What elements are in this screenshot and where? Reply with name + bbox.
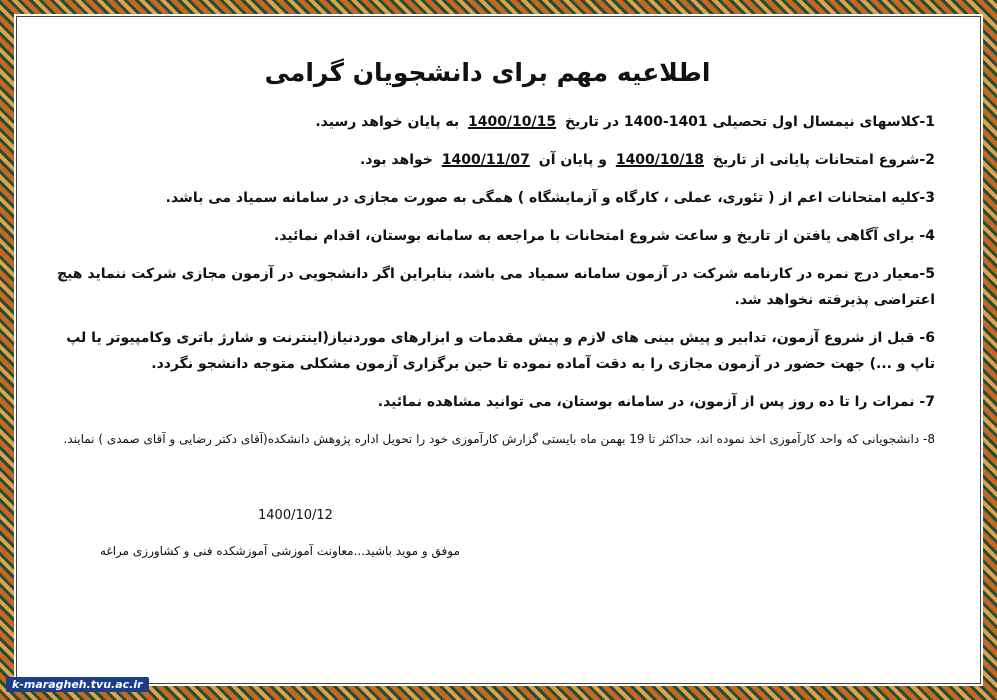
item-2-start-date: 1400/10/18 xyxy=(615,152,704,168)
notice-signature: موفق و موید باشید...معاونت آموزشی آموزشکده فنی و کشاورزی مراغه xyxy=(100,544,460,558)
site-watermark: k-maragheh.tvu.ac.ir xyxy=(6,677,149,692)
notice-item-5: 5-معیار درج نمره در کارنامه شرکت در آزمون سامانه سمیاد می باشد، بنابراین اگر دانشجویی در آزمون مجازی شرکت ننماید هیچ اعتراضی پذیرفته نخواهد شد. xyxy=(56,266,935,308)
item-1-text-after: به پایان خواهد رسید. xyxy=(315,114,460,130)
notice-body xyxy=(40,40,935,463)
notice-title: اطلاعیه مهم برای دانشجویان گرامی xyxy=(264,58,711,87)
item-2-text-after: خواهد بود. xyxy=(359,152,433,168)
item-1-text-before: 1-کلاسهای نیمسال اول تحصیلی 1401-1400 در تاریخ xyxy=(565,114,935,130)
notice-item-4: 4- برای آگاهی یافتن از تاریخ و ساعت شروع امتحانات با مراجعه به سامانه بوستان، اقدام نمائید. xyxy=(274,228,935,244)
notice-item-1 xyxy=(40,109,935,135)
item-2-text-before: 2-شروع امتحانات پایانی از تاریخ xyxy=(712,152,935,168)
item-1-date: 1400/10/15 xyxy=(467,114,557,130)
item-2-end-date: 1400/11/07 xyxy=(441,152,530,168)
notice-item-8: 8- دانشجویانی که واحد کارآموزی اخذ نموده اند، حداکثر تا 19 بهمن ماه بایستی گزارش کارآموزی خود را تحویل اداره پژوهش دانشکده(آقای دکتر رضایی و آقای صمدی ) نمایند. xyxy=(63,432,935,446)
item-2-text-mid: و پایان آن xyxy=(538,152,607,168)
notice-item-2 xyxy=(40,147,935,173)
notice-item-6: 6- قبل از شروع آزمون، تدابیر و پیش بینی های لازم و پیش مقدمات و ابزارهای موردنیاز(اینترنت و شارژ باتری وکامپیوتر یا لپ تاپ و ...) جهت حضور در آزمون مجازی را به دقت آماده نموده تا حین برگزاری آزمون مشکلی متوجه دانشجو نگردد. xyxy=(66,330,935,372)
notice-item-7: 7- نمرات را تا ده روز پس از آزمون، در سامانه بوستان، می توانید مشاهده نمائید. xyxy=(377,394,935,410)
notice-item-3: 3-کلیه امتحانات اعم از ( تئوری، عملی ، کارگاه و آزمایشگاه ) همگی به صورت مجازی در سامانه سمیاد می باشد. xyxy=(165,190,935,206)
notice-date: 1400/10/12 xyxy=(258,508,333,523)
